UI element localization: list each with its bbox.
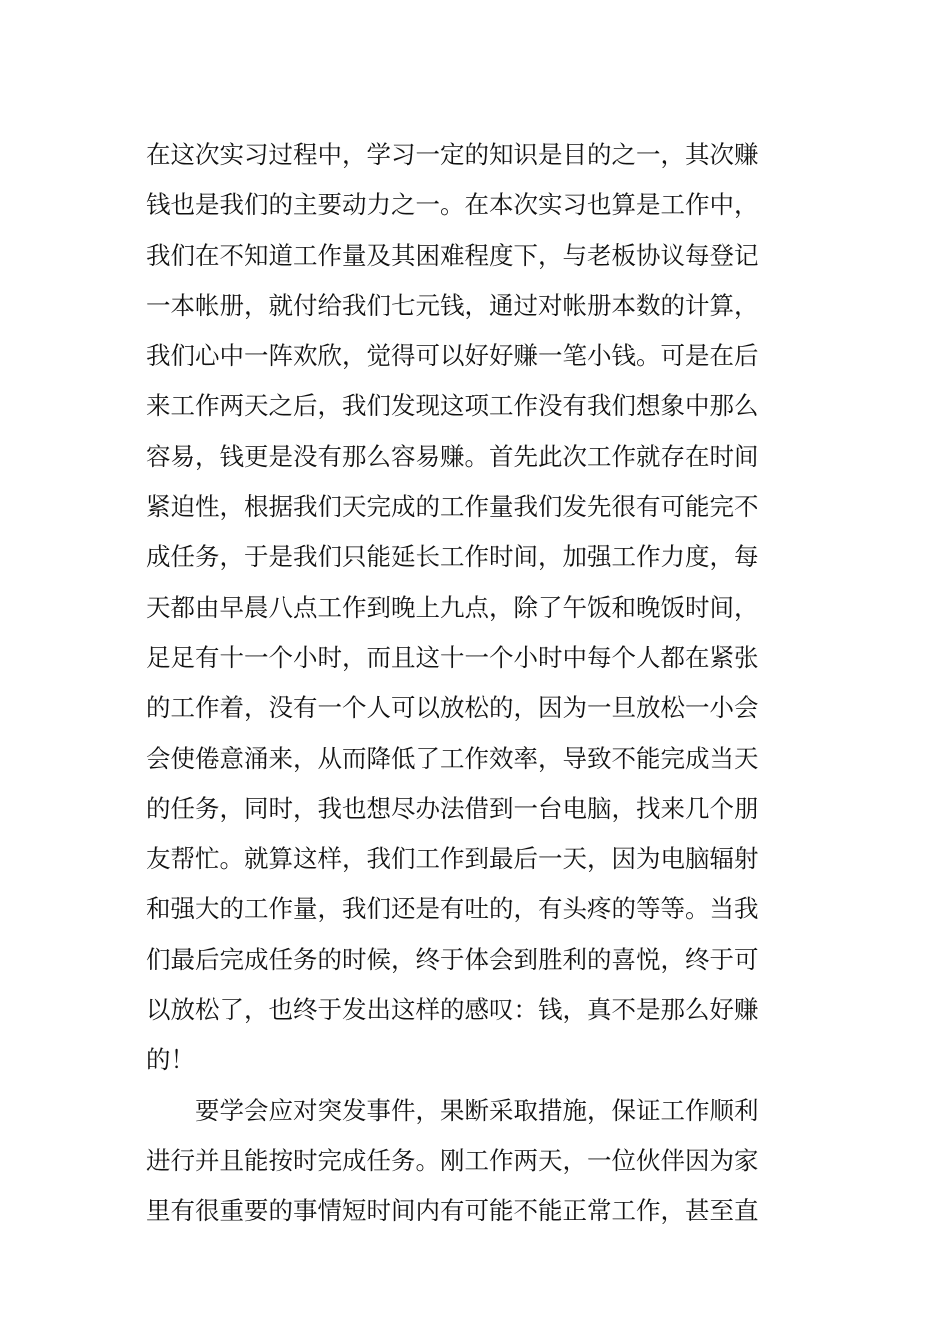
text-line: 要学会应对突发事件，果断采取措施，保证工作顺利	[195, 1095, 759, 1125]
text-line: 容易，钱更是没有那么容易赚。首先此次工作就存在时间	[146, 441, 759, 471]
text-line: 和强大的工作量，我们还是有吐的，有头疼的等等。当我	[146, 894, 759, 924]
text-line: 天都由早晨八点工作到晚上九点，除了午饭和晚饭时间，	[146, 592, 759, 622]
text-line: 我们在不知道工作量及其困难程度下，与老板协议每登记	[146, 240, 759, 270]
text-line: 在这次实习过程中，学习一定的知识是目的之一，其次赚	[146, 140, 759, 169]
text-line: 来工作两天之后，我们发现这项工作没有我们想象中那么	[146, 391, 759, 421]
text-line: 一本帐册，就付给我们七元钱，通过对帐册本数的计算，	[146, 290, 759, 320]
text-line: 的工作着，没有一个人可以放松的，因为一旦放松一小会	[146, 693, 759, 723]
text-line: 里有很重要的事情短时间内有可能不能正常工作，甚至直	[146, 1196, 759, 1226]
text-line: 的任务，同时，我也想尽办法借到一台电脑，找来几个朋	[146, 793, 759, 823]
text-line: 足足有十一个小时，而且这十一个小时中每个人都在紧张	[146, 642, 759, 672]
paragraph-2	[146, 1086, 806, 1237]
text-line: 钱也是我们的主要动力之一。在本次实习也算是工作中，	[146, 190, 759, 220]
paragraph-1	[146, 130, 806, 1086]
text-line: 会使倦意涌来，从而降低了工作效率，导致不能完成当天	[146, 743, 759, 773]
text-line: 紧迫性，根据我们天完成的工作量我们发先很有可能完不	[146, 492, 759, 522]
text-line: 我们心中一阵欢欣，觉得可以好好赚一笔小钱。可是在后	[146, 341, 759, 371]
text-line: 进行并且能按时完成任务。刚工作两天，一位伙伴因为家	[146, 1145, 759, 1175]
document-page	[146, 130, 806, 1237]
text-line: 成任务，于是我们只能延长工作时间，加强工作力度，每	[146, 542, 759, 572]
text-line: 的！	[146, 1045, 195, 1075]
text-line: 们最后完成任务的时候，终于体会到胜利的喜悦，终于可	[146, 944, 759, 974]
text-line: 以放松了，也终于发出这样的感叹：钱，真不是那么好赚	[146, 995, 759, 1025]
text-line: 友帮忙。就算这样，我们工作到最后一天，因为电脑辐射	[146, 844, 759, 874]
